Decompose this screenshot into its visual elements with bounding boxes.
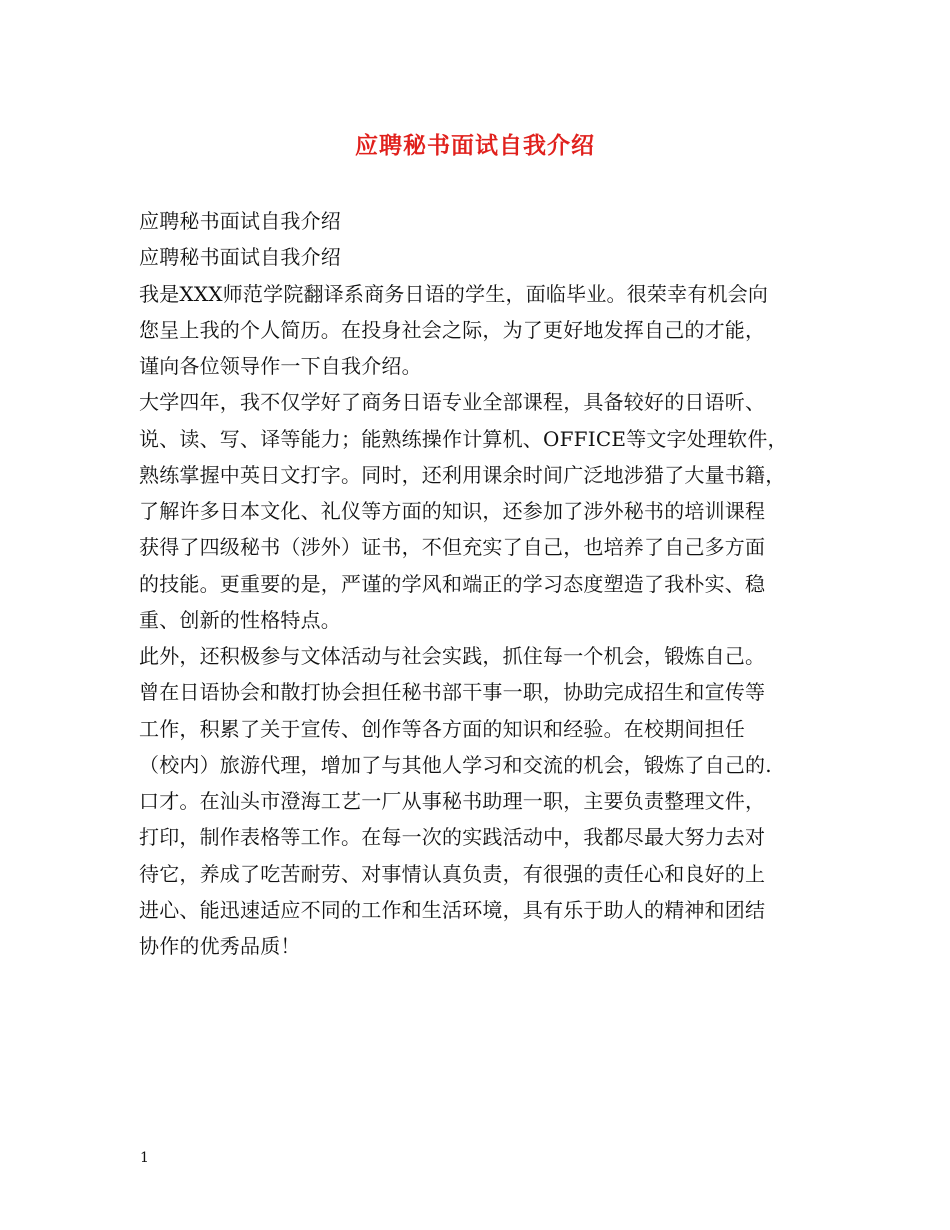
body-line: 您呈上我的个人简历。在投身社会之际，为了更好地发挥自己的才能，	[139, 317, 766, 342]
body-line: 打印，制作表格等工作。在每一次的实践活动中，我都尽最大努力去对	[139, 825, 766, 850]
body-line: 说、读、写、译等能力；能熟练操作计算机、OFFICE等文字处理软件，	[139, 426, 788, 451]
body-line: 我是XXX师范学院翻译系商务日语的学生，面临毕业。很荣幸有机会向	[139, 281, 769, 306]
body-line: 口才。在汕头市澄海工艺一厂从事秘书助理一职，主要负责整理文件，	[139, 789, 766, 813]
body-line: 进心、能迅速适应不同的工作和生活环境，具有乐于助人的精神和团结	[139, 897, 766, 922]
body-line: 应聘秘书面试自我介绍	[139, 245, 341, 270]
body-line: 此外，还积极参与文体活动与社会实践，抓住每一个机会，锻炼自己。	[139, 644, 766, 668]
body-line: 工作，积累了关于宣传、创作等各方面的知识和经验。在校期间担任	[139, 716, 745, 741]
document-body	[139, 203, 839, 964]
page-number: 1	[140, 1150, 149, 1166]
body-line: 曾在日语协会和散打协会担任秘书部干事一职，协助完成招生和宣传等	[139, 680, 766, 705]
document-title: 应聘秘书面试自我介绍	[355, 133, 595, 159]
body-line: 大学四年，我不仅学好了商务日语专业全部课程，具备较好的日语听、	[139, 390, 766, 415]
body-line: （校内）旅游代理，增加了与其他人学习和交流的机会，锻炼了自己的.	[139, 752, 772, 777]
body-line: 了解许多日本文化、礼仪等方面的知识，还参加了涉外秘书的培训课程	[139, 499, 766, 523]
body-line: 谨向各位领导作一下自我介绍。	[139, 354, 422, 378]
body-line: 的技能。更重要的是，严谨的学风和端正的学习态度塑造了我朴实、稳	[139, 571, 766, 596]
body-line: 熟练掌握中英日文打字。同时，还利用课余时间广泛地涉猎了大量书籍，	[139, 462, 786, 487]
body-line: 重、创新的性格特点。	[139, 607, 341, 632]
body-line: 获得了四级秘书（涉外）证书，不但充实了自己，也培养了自己多方面	[139, 535, 766, 560]
body-line: 应聘秘书面试自我介绍	[139, 209, 341, 233]
body-line: 协作的优秀品质！	[139, 934, 301, 958]
body-line: 待它，养成了吃苦耐劳、对事情认真负责，有很强的责任心和良好的上	[139, 861, 766, 886]
